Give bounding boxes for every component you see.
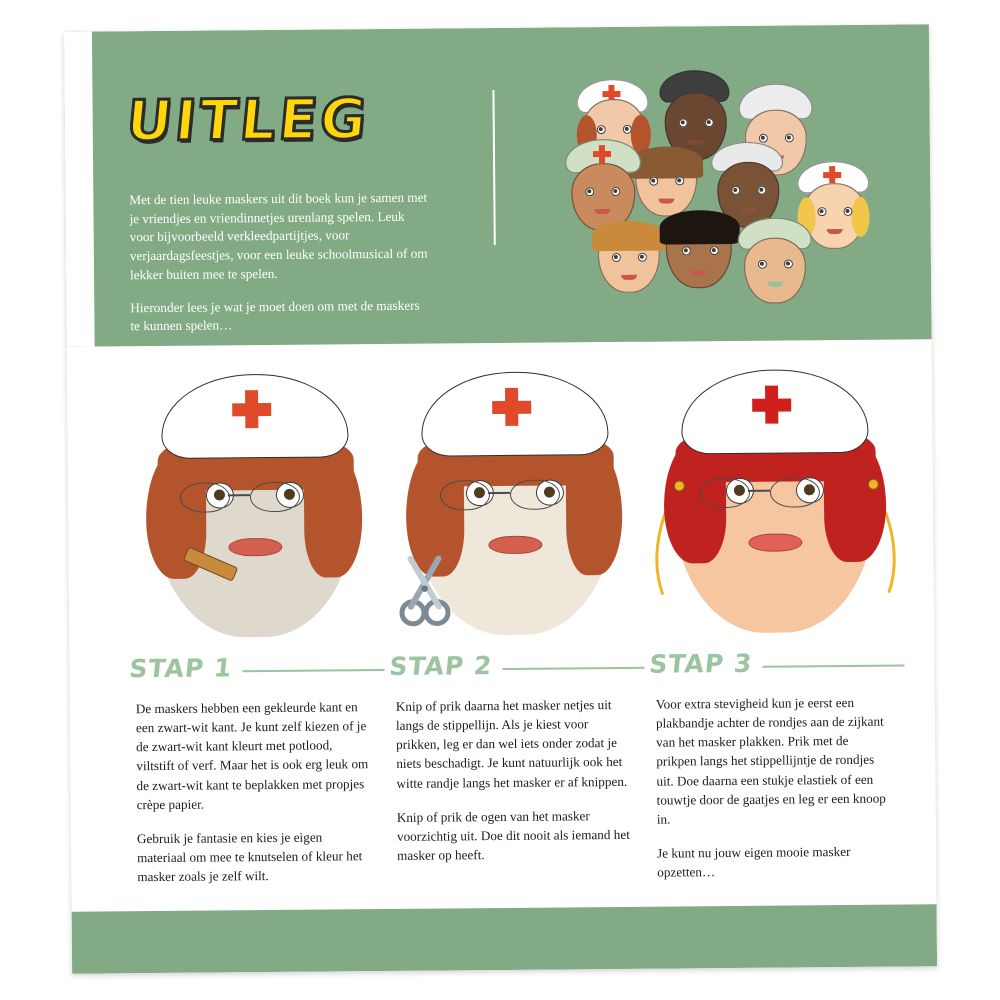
- steps-section: [67, 354, 932, 885]
- step-3-heading-row: [649, 644, 904, 680]
- step-3-illustration: [647, 354, 905, 646]
- step-column-1: [127, 359, 387, 901]
- red-cross-icon-bar: [492, 401, 531, 414]
- step-2-illustration: [387, 357, 645, 649]
- intro-text: [129, 189, 430, 351]
- mask-mouth: [748, 533, 802, 551]
- step-column-2: [387, 357, 647, 880]
- header-left-margin: [64, 32, 95, 347]
- step-1-heading-row: [129, 649, 384, 685]
- scissors-icon: [396, 550, 453, 628]
- step-2-paragraph-2: Knip of prik de ogen van het masker voorzichtig uit. Doe dit nooit als iemand het masker op heeft.: [396, 807, 630, 863]
- step-3-paragraph-1: Voor extra stevigheid kun je eerst een plakbandje achter de rondjes aan de zijkant van het masker plakken. Prik met de prikpen langs het stippellijntje de rondjes uit. Doe daarna een stukje elastiek of een touwtje door de gaatjes en leg er een knoop in.: [655, 694, 886, 827]
- step-column-3: [647, 354, 907, 896]
- punch-hole-left: [674, 480, 685, 491]
- step-3-heading: STAP 3: [648, 648, 754, 679]
- intro-paragraph-2: Hieronder lees je wat je moet doen om met de maskers te kunnen spelen…: [130, 297, 420, 334]
- booklet-page: [64, 24, 937, 974]
- step-1-rule: [242, 669, 384, 672]
- step-1-illustration: [127, 359, 385, 651]
- step-2-heading-row: [389, 647, 644, 683]
- step-1-body: [130, 697, 373, 886]
- red-cross-icon-bar: [752, 398, 791, 411]
- red-cross-icon-bar: [232, 403, 271, 416]
- punch-hole-right: [868, 479, 879, 490]
- footer-band: [72, 904, 938, 974]
- step-1-heading: STAP 1: [128, 652, 234, 683]
- step-3-rule: [762, 665, 904, 668]
- step-2-rule: [502, 667, 644, 670]
- mask-collage: [524, 64, 906, 317]
- step-3-body: [650, 693, 893, 882]
- step-2-paragraph-1: Knip of prik daarna het masker netjes uit langs de stippellijn. Als je kiest voor prikken, leg er dan wel iets onder zodat je niets beschadigt. Je kunt natuurlijk ook het witte randje langs het masker er af knippen.: [395, 697, 628, 791]
- intro-paragraph-1: Met de tien leuke maskers uit dit boek kun je samen met je vriendjes en vriendinnetjes urenlang spelen. Leuk voor bijvoorbeeld verkleedpartijtjes, voor verjaardagsfeestjes, voor een leuke schoolmusical of om lekker buiten mee te spelen.: [129, 189, 428, 283]
- page-title: UITLEG: [123, 87, 373, 155]
- glasses-icon: [700, 477, 850, 508]
- glasses-icon: [440, 479, 590, 510]
- mask-mouth: [228, 538, 282, 556]
- step-1-paragraph-2: Gebruik je fantasie en kies je eigen materiaal om mee te knutselen of kleur het masker zoals je zelf wilt.: [136, 829, 363, 885]
- step-2-body: [390, 695, 632, 865]
- mask-mouth: [488, 536, 542, 554]
- step-3-paragraph-2: Je kunt nu jouw eigen mooie masker opzetten…: [657, 843, 851, 880]
- step-2-heading: STAP 2: [388, 650, 494, 681]
- glasses-icon: [180, 481, 330, 512]
- step-1-paragraph-1: De maskers hebben een gekleurde kant en een zwart-wit kant. Je kunt zelf kiezen of je de zwart-wit kant kleurt met potlood, viltstift of verf. Maar het is ook erg leuk om de zwart-wit kant te beplakken met propjes crèpe papier.: [135, 699, 369, 812]
